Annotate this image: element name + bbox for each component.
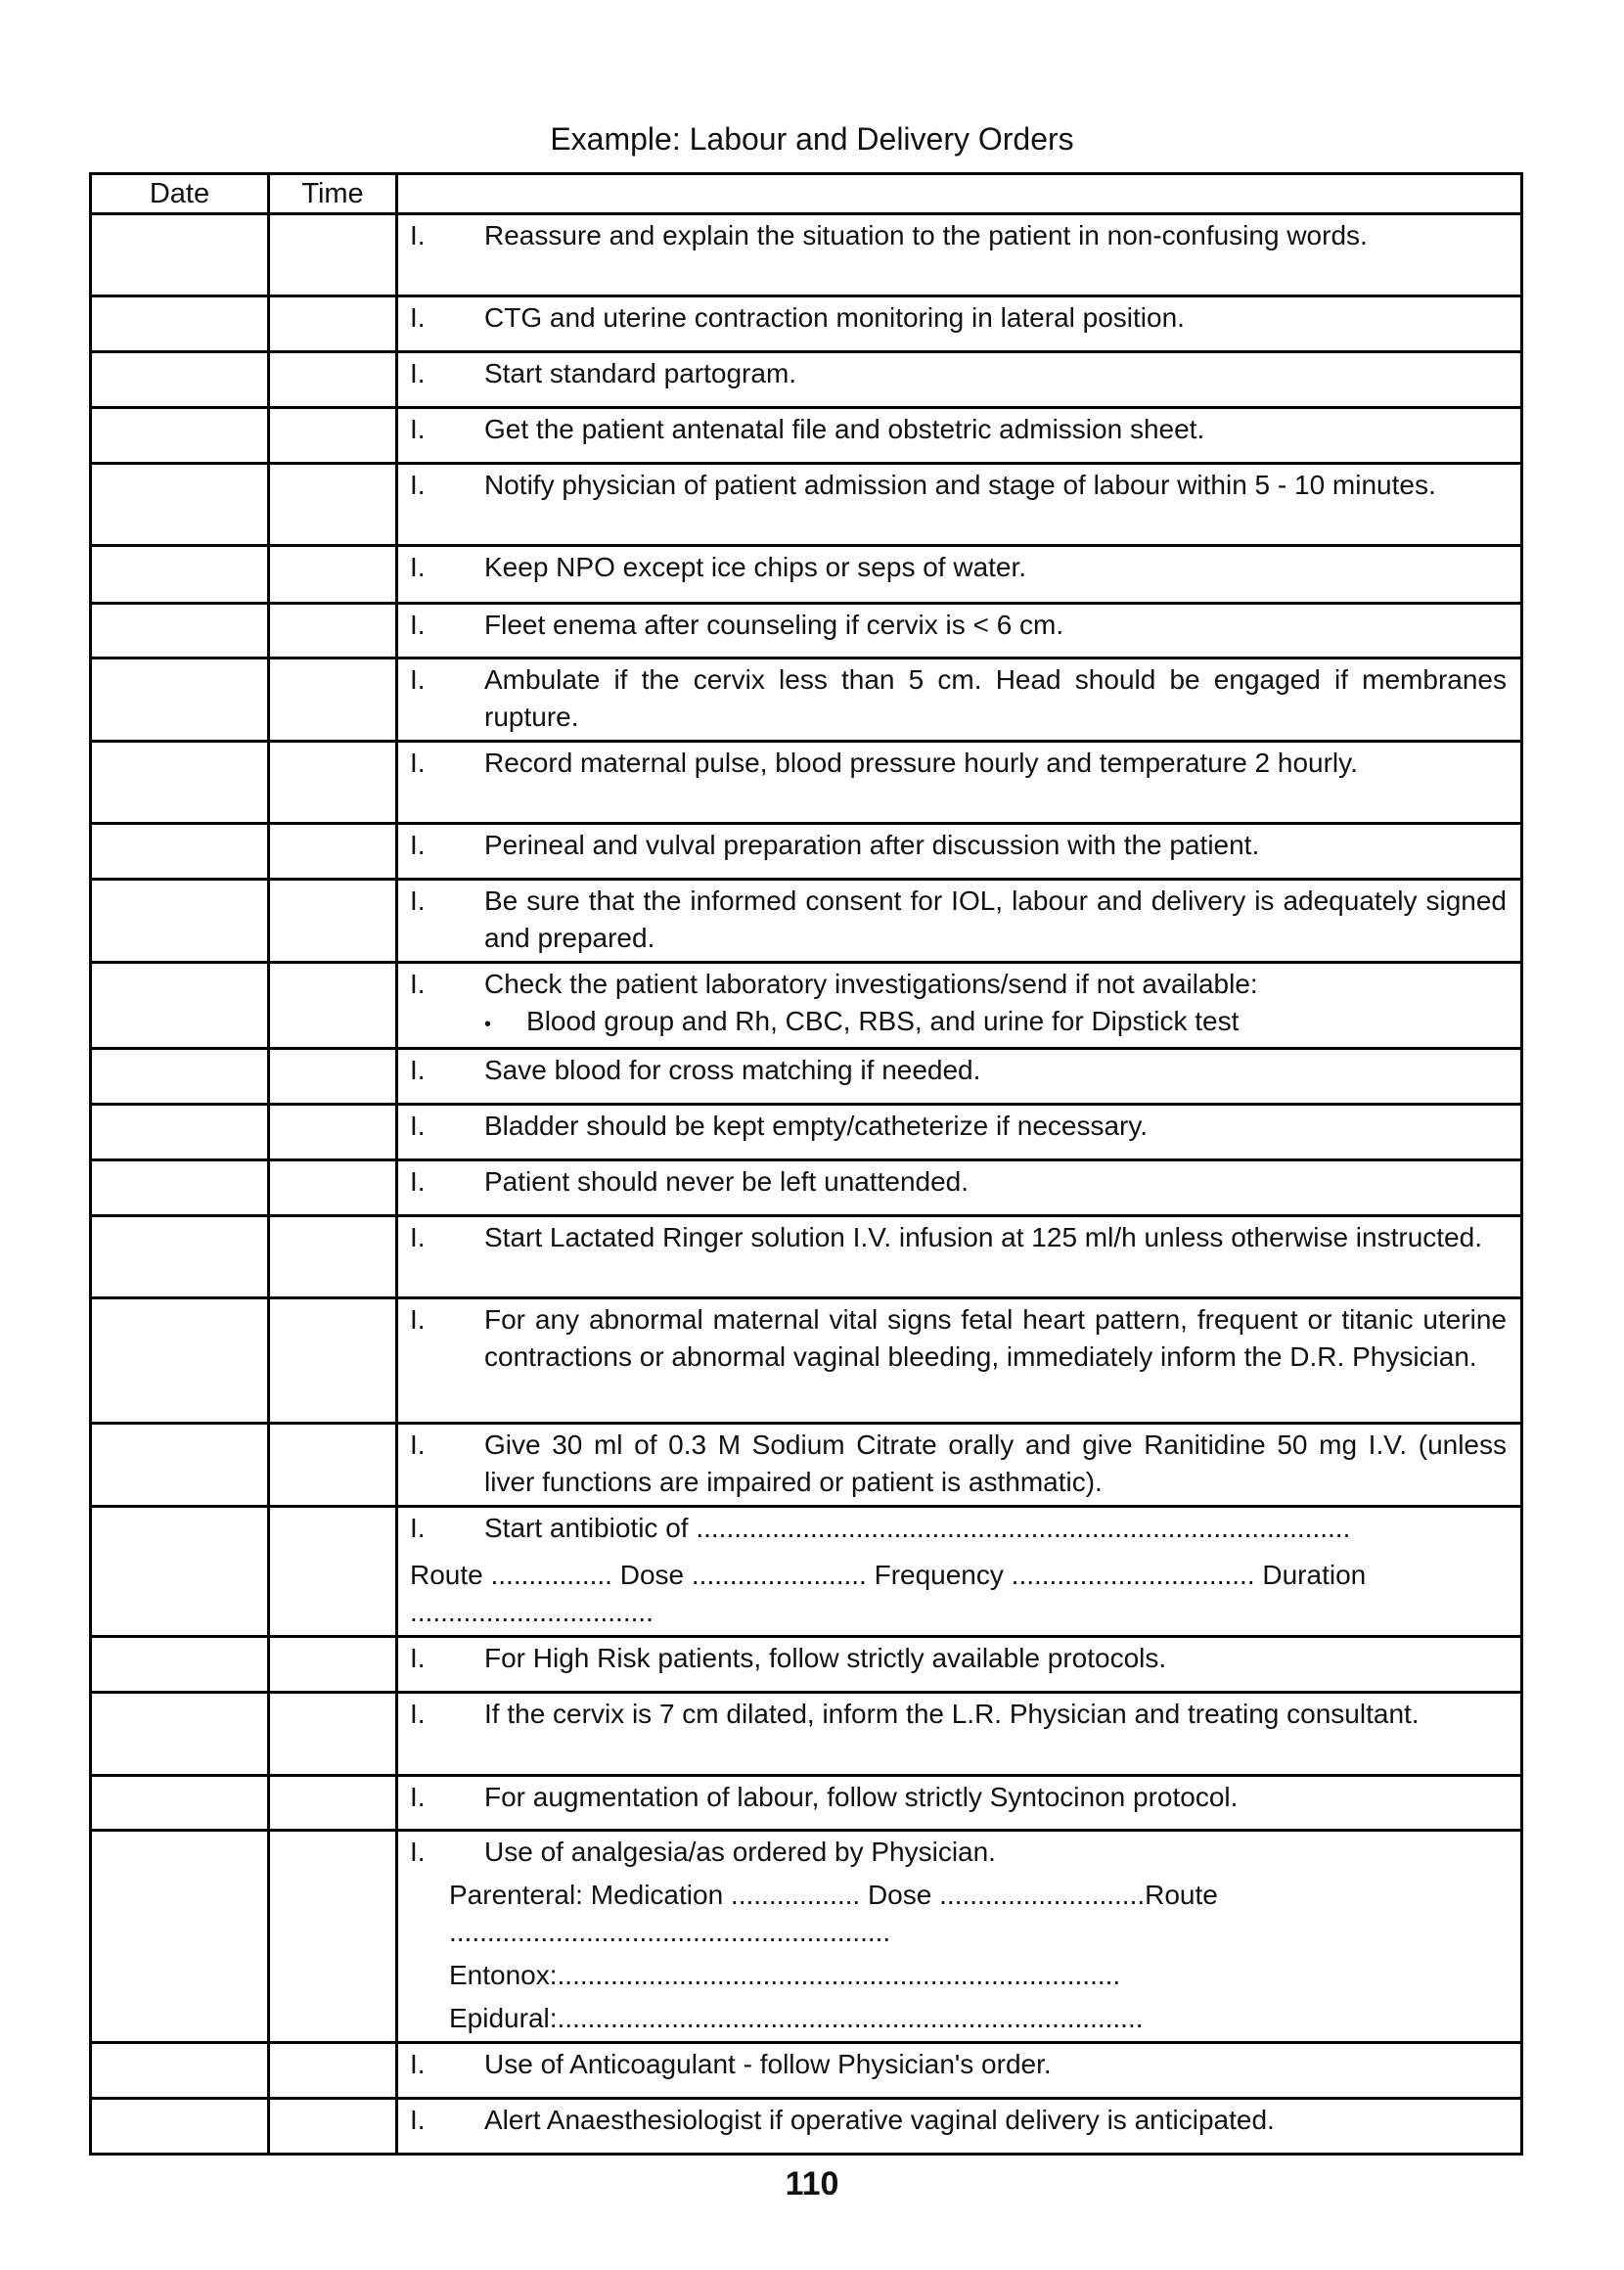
order-text: Give 30 ml of 0.3 M Sodium Citrate orally and give Ranitidine 50 mg I.V. (unless liver functions are impaired or patient is asthmatic). bbox=[484, 1430, 1507, 1497]
time-cell[interactable] bbox=[269, 352, 397, 408]
order-cell bbox=[397, 604, 1522, 658]
item-marker: I. bbox=[410, 1699, 426, 1729]
time-cell[interactable] bbox=[269, 1637, 397, 1693]
order-cell bbox=[397, 214, 1522, 296]
table-row bbox=[91, 1049, 1522, 1105]
time-cell[interactable] bbox=[269, 658, 397, 742]
table-row bbox=[91, 658, 1522, 742]
time-cell[interactable] bbox=[269, 1424, 397, 1507]
date-cell[interactable] bbox=[91, 1216, 269, 1298]
item-marker: I. bbox=[410, 220, 426, 250]
sub-bullet: • Blood group and Rh, CBC, RBS, and urine for Dipstick test bbox=[488, 1003, 1507, 1043]
time-cell[interactable] bbox=[269, 214, 397, 296]
item-marker: I. bbox=[410, 1430, 426, 1460]
order-cell bbox=[397, 880, 1522, 963]
order-text: Get the patient antenatal file and obstetric admission sheet. bbox=[484, 414, 1205, 444]
page-title: Example: Labour and Delivery Orders bbox=[550, 121, 1074, 157]
time-header: Time bbox=[269, 174, 397, 214]
page-number: 110 bbox=[785, 2165, 839, 2202]
date-cell[interactable] bbox=[91, 880, 269, 963]
table-row bbox=[91, 1693, 1522, 1776]
orders-table bbox=[89, 172, 1523, 2156]
order-cell bbox=[397, 464, 1522, 546]
order-cell bbox=[397, 1693, 1522, 1776]
fill-in-line[interactable]: Route ................ Dose ....................... Frequency ................................ Duration ................................ bbox=[410, 1560, 1367, 1627]
date-cell[interactable] bbox=[91, 352, 269, 408]
table-row bbox=[91, 2099, 1522, 2155]
item-marker: I. bbox=[410, 1222, 426, 1252]
table-row bbox=[91, 604, 1522, 658]
order-text: If the cervix is 7 cm dilated, inform the L.R. Physician and treating consultant. bbox=[484, 1699, 1420, 1729]
order-cell bbox=[397, 824, 1522, 880]
order-cell bbox=[397, 352, 1522, 408]
date-cell[interactable] bbox=[91, 1776, 269, 1831]
item-marker: I. bbox=[410, 2049, 426, 2079]
time-cell[interactable] bbox=[269, 2043, 397, 2099]
time-cell[interactable] bbox=[269, 408, 397, 464]
time-cell[interactable] bbox=[269, 546, 397, 604]
item-marker: I. bbox=[410, 1837, 426, 1867]
time-cell[interactable] bbox=[269, 742, 397, 824]
time-cell[interactable] bbox=[269, 1105, 397, 1160]
item-marker: I. bbox=[410, 2105, 426, 2135]
item-marker: I. bbox=[410, 664, 426, 695]
item-marker: I. bbox=[410, 1166, 426, 1197]
table-row bbox=[91, 408, 1522, 464]
item-marker: I. bbox=[410, 1782, 426, 1812]
date-cell[interactable] bbox=[91, 1637, 269, 1693]
date-cell[interactable] bbox=[91, 1507, 269, 1637]
order-cell bbox=[397, 1831, 1522, 2043]
order-text: Check the patient laboratory investigations/send if not available: bbox=[484, 969, 1258, 999]
order-text: Patient should never be left unattended. bbox=[484, 1166, 970, 1197]
item-marker: I. bbox=[410, 969, 426, 999]
time-cell[interactable] bbox=[269, 1693, 397, 1776]
table-row bbox=[91, 214, 1522, 296]
order-text: Keep NPO except ice chips or seps of water. bbox=[484, 552, 1027, 582]
item-marker: I. bbox=[410, 1513, 426, 1543]
time-cell[interactable] bbox=[269, 2099, 397, 2155]
time-cell[interactable] bbox=[269, 1049, 397, 1105]
date-header: Date bbox=[91, 174, 269, 214]
order-text: Bladder should be kept empty/catheterize if necessary. bbox=[484, 1111, 1149, 1141]
table-row bbox=[91, 963, 1522, 1049]
order-cell bbox=[397, 1776, 1522, 1831]
order-cell bbox=[397, 1507, 1522, 1637]
date-cell[interactable] bbox=[91, 2043, 269, 2099]
date-cell[interactable] bbox=[91, 742, 269, 824]
order-header bbox=[397, 174, 1522, 214]
order-cell bbox=[397, 742, 1522, 824]
time-cell[interactable] bbox=[269, 824, 397, 880]
table-row bbox=[91, 1216, 1522, 1298]
order-text: Record maternal pulse, blood pressure hourly and temperature 2 hourly. bbox=[484, 748, 1358, 778]
item-marker: I. bbox=[410, 358, 426, 388]
time-cell[interactable] bbox=[269, 1776, 397, 1831]
order-text: Start antibiotic of ...................................................................................... bbox=[484, 1513, 1351, 1543]
date-cell[interactable] bbox=[91, 408, 269, 464]
time-cell[interactable] bbox=[269, 963, 397, 1049]
order-text: For any abnormal maternal vital signs fetal heart pattern, frequent or titanic uterine contractions or abnormal vaginal bleeding, immediately inform the D.R. Physician. bbox=[484, 1304, 1507, 1372]
order-text: Use of Anticoagulant - follow Physician's order. bbox=[484, 2049, 1052, 2079]
date-cell[interactable] bbox=[91, 604, 269, 658]
order-cell bbox=[397, 1049, 1522, 1105]
date-cell[interactable] bbox=[91, 658, 269, 742]
table-row bbox=[91, 1160, 1522, 1216]
item-marker: I. bbox=[410, 1111, 426, 1141]
time-cell[interactable] bbox=[269, 296, 397, 352]
fill-in-line[interactable]: Parenteral: Medication ................. Dose ...........................Route .......................................................... bbox=[449, 1880, 1218, 1947]
table-row bbox=[91, 1831, 1522, 2043]
table-row bbox=[91, 2043, 1522, 2099]
date-cell[interactable] bbox=[91, 1424, 269, 1507]
date-cell[interactable] bbox=[91, 214, 269, 296]
header-row bbox=[91, 174, 1522, 214]
time-cell[interactable] bbox=[269, 464, 397, 546]
order-cell bbox=[397, 963, 1522, 1049]
item-marker: I. bbox=[410, 748, 426, 778]
order-text: Notify physician of patient admission and stage of labour within 5 - 10 minutes. bbox=[484, 470, 1436, 500]
date-cell[interactable] bbox=[91, 824, 269, 880]
order-text: For augmentation of labour, follow strictly Syntocinon protocol. bbox=[484, 1782, 1239, 1812]
time-cell[interactable] bbox=[269, 1507, 397, 1637]
order-text: Start Lactated Ringer solution I.V. infusion at 125 ml/h unless otherwise instructed. bbox=[484, 1222, 1482, 1252]
order-cell bbox=[397, 546, 1522, 604]
item-marker: I. bbox=[410, 470, 426, 500]
order-cell bbox=[397, 296, 1522, 352]
table-row bbox=[91, 1105, 1522, 1160]
date-cell[interactable] bbox=[91, 1049, 269, 1105]
date-cell[interactable] bbox=[91, 1693, 269, 1776]
table-row bbox=[91, 742, 1522, 824]
table-row bbox=[91, 352, 1522, 408]
fill-in-line[interactable]: Epidural:............................................................................. bbox=[449, 2003, 1144, 2033]
table-row bbox=[91, 1637, 1522, 1693]
order-cell bbox=[397, 1637, 1522, 1693]
order-text: Start standard partogram. bbox=[484, 358, 797, 388]
table-row bbox=[91, 1424, 1522, 1507]
item-marker: I. bbox=[410, 414, 426, 444]
order-cell bbox=[397, 1160, 1522, 1216]
order-text: Ambulate if the cervix less than 5 cm. Head should be engaged if membranes rupture. bbox=[484, 664, 1507, 732]
table-row bbox=[91, 1298, 1522, 1424]
time-cell[interactable] bbox=[269, 1160, 397, 1216]
order-text: Be sure that the informed consent for IOL, labour and delivery is adequately signed and prepared. bbox=[484, 885, 1507, 953]
time-cell[interactable] bbox=[269, 1831, 397, 2043]
item-marker: I. bbox=[410, 302, 426, 333]
date-cell[interactable] bbox=[91, 464, 269, 546]
order-text: Alert Anaesthesiologist if operative vaginal delivery is anticipated. bbox=[484, 2105, 1275, 2135]
table-row bbox=[91, 824, 1522, 880]
date-cell[interactable] bbox=[91, 1298, 269, 1424]
item-marker: I. bbox=[410, 1055, 426, 1085]
fill-in-line[interactable]: Entonox:.......................................................................... bbox=[449, 1960, 1121, 1990]
order-text: For High Risk patients, follow strictly available protocols. bbox=[484, 1643, 1167, 1673]
item-marker: I. bbox=[410, 552, 426, 582]
order-cell bbox=[397, 1216, 1522, 1298]
time-cell[interactable] bbox=[269, 880, 397, 963]
item-marker: I. bbox=[410, 830, 426, 860]
time-cell[interactable] bbox=[269, 1216, 397, 1298]
order-cell bbox=[397, 2099, 1522, 2155]
table-row bbox=[91, 464, 1522, 546]
date-cell[interactable] bbox=[91, 1160, 269, 1216]
order-text: Save blood for cross matching if needed. bbox=[484, 1055, 981, 1085]
table-row bbox=[91, 296, 1522, 352]
date-cell[interactable] bbox=[91, 2099, 269, 2155]
table-row bbox=[91, 546, 1522, 604]
order-text: Use of analgesia/as ordered by Physician. bbox=[484, 1837, 996, 1867]
date-cell[interactable] bbox=[91, 1105, 269, 1160]
order-text: Reassure and explain the situation to the patient in non-confusing words. bbox=[484, 220, 1368, 250]
table-row bbox=[91, 880, 1522, 963]
order-cell bbox=[397, 1105, 1522, 1160]
time-cell[interactable] bbox=[269, 604, 397, 658]
item-marker: I. bbox=[410, 1304, 426, 1335]
order-cell bbox=[397, 1298, 1522, 1424]
order-cell bbox=[397, 2043, 1522, 2099]
table-row bbox=[91, 1776, 1522, 1831]
date-cell[interactable] bbox=[91, 546, 269, 604]
order-text: CTG and uterine contraction monitoring in lateral position. bbox=[484, 302, 1185, 333]
order-text: Fleet enema after counseling if cervix is < 6 cm. bbox=[484, 610, 1064, 640]
order-cell bbox=[397, 408, 1522, 464]
date-cell[interactable] bbox=[91, 1831, 269, 2043]
table-row bbox=[91, 1507, 1522, 1637]
date-cell[interactable] bbox=[91, 296, 269, 352]
date-cell[interactable] bbox=[91, 963, 269, 1049]
time-cell[interactable] bbox=[269, 1298, 397, 1424]
item-marker: I. bbox=[410, 1643, 426, 1673]
order-cell bbox=[397, 1424, 1522, 1507]
order-text: Perineal and vulval preparation after discussion with the patient. bbox=[484, 830, 1260, 860]
item-marker: I. bbox=[410, 610, 426, 640]
item-marker: I. bbox=[410, 885, 426, 916]
order-cell bbox=[397, 658, 1522, 742]
